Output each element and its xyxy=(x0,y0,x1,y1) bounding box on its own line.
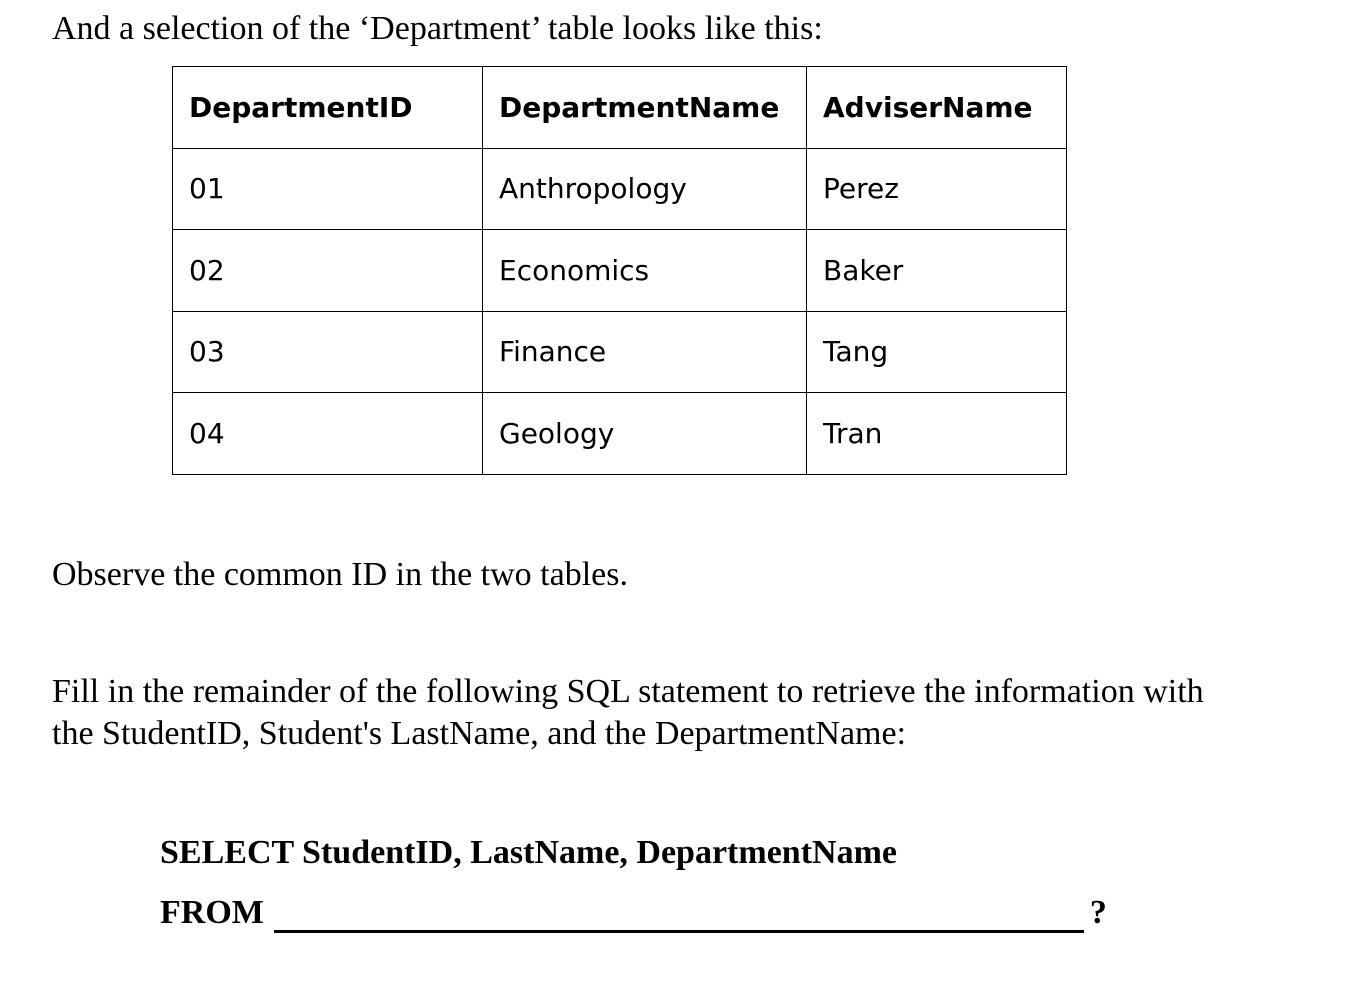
table-row xyxy=(173,230,1067,312)
cell-department-name: Finance xyxy=(483,311,807,393)
column-header-department-id: DepartmentID xyxy=(173,67,483,149)
table-header-row xyxy=(173,67,1067,149)
sql-from-keyword: FROM xyxy=(160,894,264,931)
table-row xyxy=(173,311,1067,393)
cell-department-id: 04 xyxy=(173,393,483,475)
column-header-adviser-name: AdviserName xyxy=(807,67,1067,149)
table-row xyxy=(173,393,1067,475)
cell-adviser-name: Baker xyxy=(807,230,1067,312)
cell-department-id: 01 xyxy=(173,148,483,230)
from-answer-blank[interactable] xyxy=(274,897,1084,933)
cell-adviser-name: Perez xyxy=(807,148,1067,230)
cell-adviser-name: Tang xyxy=(807,311,1067,393)
observe-text: Observe the common ID in the two tables. xyxy=(52,556,628,593)
column-header-department-name: DepartmentName xyxy=(483,67,807,149)
intro-text: And a selection of the ‘Department’ table looks like this: xyxy=(52,10,823,47)
cell-department-name: Geology xyxy=(483,393,807,475)
cell-department-id: 03 xyxy=(173,311,483,393)
sql-select-line: SELECT StudentID, LastName, DepartmentName xyxy=(160,834,897,871)
cell-department-name: Economics xyxy=(483,230,807,312)
department-table xyxy=(172,66,1067,475)
sql-from-suffix: ? xyxy=(1089,894,1107,931)
sql-from-line xyxy=(160,893,1107,933)
cell-department-id: 02 xyxy=(173,230,483,312)
instructions-line-1: Fill in the remainder of the following SQL statement to retrieve the information with xyxy=(52,673,1204,710)
instructions-paragraph xyxy=(52,671,1312,755)
instructions-line-2: the StudentID, Student's LastName, and the DepartmentName: xyxy=(52,715,907,752)
cell-department-name: Anthropology xyxy=(483,148,807,230)
cell-adviser-name: Tran xyxy=(807,393,1067,475)
table-row xyxy=(173,148,1067,230)
